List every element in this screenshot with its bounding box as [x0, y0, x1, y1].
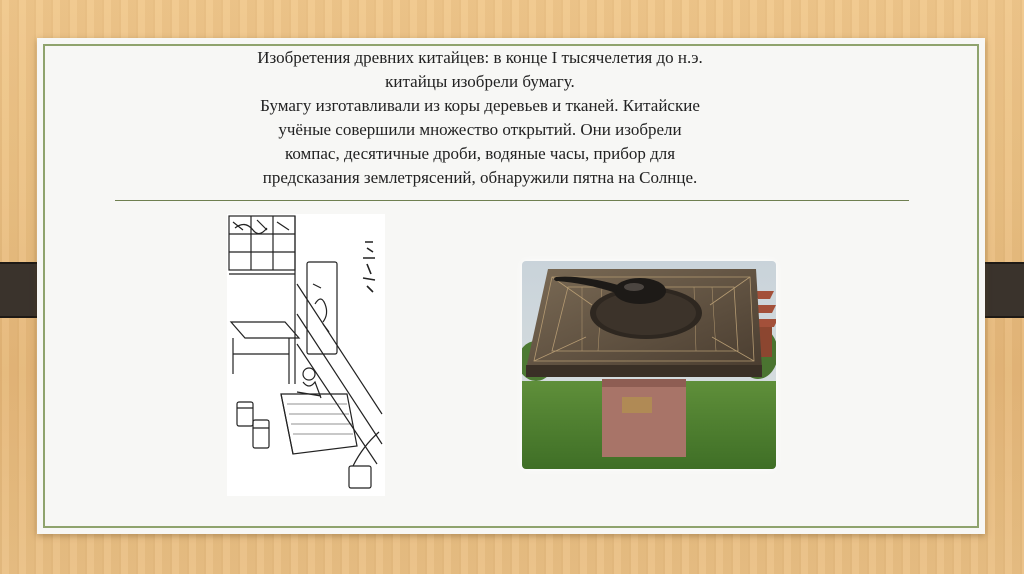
text-line: предсказания землетрясений, обнаружили пятна на Солнце. — [262, 168, 698, 187]
papermaking-illustration — [227, 214, 385, 496]
text-line: китайцы изобрели бумагу. — [385, 72, 575, 91]
text-line: учёные совершили множество открытий. Они изобрели — [278, 120, 682, 139]
ancient-compass-photo — [522, 261, 776, 469]
papermaking-drawing — [227, 214, 385, 496]
compass-scene — [522, 261, 776, 469]
horizontal-rule — [115, 200, 909, 201]
slide-text — [115, 46, 845, 190]
slide — [37, 38, 985, 534]
text-line: Бумагу изготавливали из коры деревьев и тканей. Китайские — [260, 96, 700, 115]
text-line: Изобретения древних китайцев: в конце I тысячелетия до н.э. — [257, 48, 703, 67]
text-line: компас, десятичные дроби, водяные часы, прибор для — [284, 144, 676, 163]
